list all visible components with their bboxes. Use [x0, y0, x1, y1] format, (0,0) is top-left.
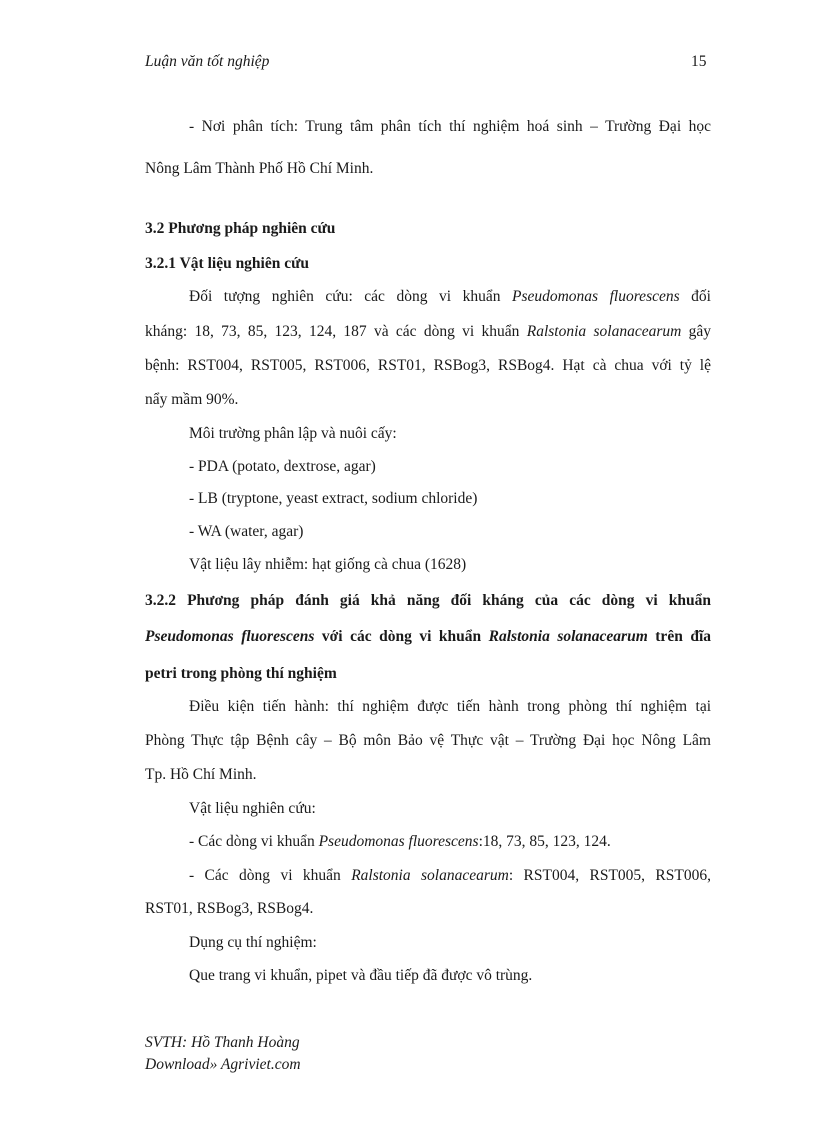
- list-item: - Các dòng vi khuẩn Ralstonia solanacearum: RST004, RST005, RST006,: [189, 867, 711, 884]
- paragraph-line: Tp. Hồ Chí Minh.: [145, 766, 257, 783]
- list-item: - PDA (potato, dextrose, agar): [189, 458, 376, 475]
- paragraph-line: Vật liệu nghiên cứu:: [189, 800, 316, 817]
- paragraph-line: kháng: 18, 73, 85, 123, 124, 187 và các dòng vi khuẩn Ralstonia solanacearum gây: [145, 323, 712, 340]
- header-title: Luận văn tốt nghiệp: [145, 53, 270, 70]
- paragraph-line: Điều kiện tiến hành: thí nghiệm được tiến hành trong phòng thí nghiệm tại: [189, 698, 711, 715]
- footer-author: SVTH: Hồ Thanh Hoàng: [145, 1034, 300, 1051]
- section-heading-3-2-2: Pseudomonas fluorescens với các dòng vi khuẩn Ralstonia solanacearum trên đĩa: [145, 628, 712, 645]
- paragraph-line: bệnh: RST004, RST005, RST006, RST01, RSBog3, RSBog4. Hạt cà chua với tỷ lệ: [145, 357, 711, 374]
- list-item: - WA (water, agar): [189, 523, 304, 540]
- page-number: 15: [691, 53, 707, 70]
- paragraph-line: Môi trường phân lập và nuôi cấy:: [189, 425, 397, 442]
- paragraph-line: Vật liệu lây nhiễm: hạt giống cà chua (1628): [189, 556, 467, 573]
- section-heading-3-2: 3.2 Phương pháp nghiên cứu: [145, 220, 336, 237]
- paragraph-line: RST01, RSBog3, RSBog4.: [145, 900, 314, 917]
- list-item: - LB (tryptone, yeast extract, sodium chloride): [189, 490, 478, 507]
- section-heading-3-2-1: 3.2.1 Vật liệu nghiên cứu: [145, 255, 310, 272]
- section-heading-3-2-2: 3.2.2 Phương pháp đánh giá khả năng đối kháng của các dòng vi khuẩn: [145, 592, 711, 609]
- paragraph-line: nẩy mầm 90%.: [145, 391, 239, 408]
- paragraph-line: Que trang vi khuẩn, pipet và đầu tiếp đã được vô trùng.: [189, 967, 533, 984]
- section-heading-3-2-2: petri trong phòng thí nghiệm: [145, 665, 337, 682]
- paragraph-line: - Nơi phân tích: Trung tâm phân tích thí nghiệm hoá sinh – Trường Đại học: [189, 118, 711, 135]
- paragraph-line: Đối tượng nghiên cứu: các dòng vi khuẩn Pseudomonas fluorescens đối: [189, 288, 711, 305]
- paragraph-line: Dụng cụ thí nghiệm:: [189, 934, 317, 951]
- paragraph-line: Phòng Thực tập Bệnh cây – Bộ môn Bảo vệ Thực vật – Trường Đại học Nông Lâm: [145, 732, 711, 749]
- footer-source: Download» Agriviet.com: [145, 1056, 301, 1073]
- list-item: - Các dòng vi khuẩn Pseudomonas fluorescens:18, 73, 85, 123, 124.: [189, 833, 611, 850]
- paragraph-line: Nông Lâm Thành Phố Hồ Chí Minh.: [145, 160, 374, 177]
